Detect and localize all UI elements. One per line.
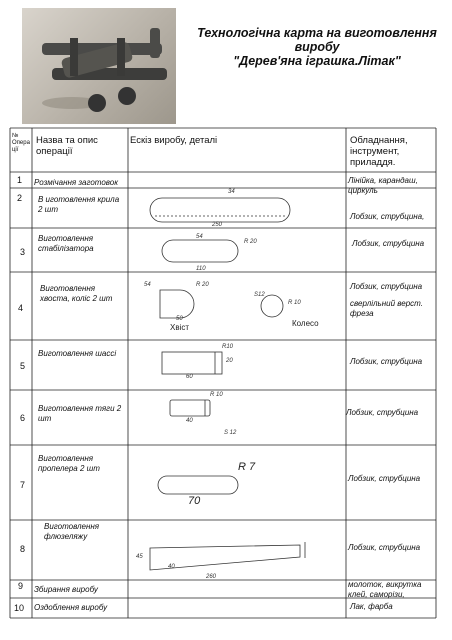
row-2-num: 2 [17, 193, 23, 203]
row-9-num: 9 [18, 581, 24, 591]
row-10-tools: Лак, фарба [350, 602, 393, 611]
stabilizer-sketch [162, 240, 238, 262]
fus-h-label: 45 [136, 554, 143, 560]
row-3-name: Виготовлення стабілізатора [38, 234, 94, 253]
row-8-name: Виготовлення флюзеляжу [44, 522, 100, 541]
row-7-tools: Лобзик, струбцина [348, 474, 421, 483]
row-9-name: Збирання виробу [34, 585, 98, 594]
row-8-num: 8 [20, 544, 26, 554]
title-line-3: "Дерев'яна іграшка.Літак" [233, 54, 401, 68]
tail-r-label: R 20 [196, 282, 209, 288]
stab-r-label: R 20 [244, 239, 257, 245]
row-10-name: Оздоблення виробу [34, 603, 108, 612]
propeller-sketch [158, 476, 238, 494]
tail-w-label: 54 [144, 282, 151, 288]
tail-sketch [160, 290, 194, 318]
row-5-name: Виготовлення шассі [38, 349, 117, 358]
row-7-num: 7 [20, 480, 26, 490]
row-4-num: 4 [18, 303, 24, 313]
wheel-sketch [261, 295, 283, 317]
stab-len-label: 110 [196, 266, 206, 272]
row-10-num: 10 [14, 603, 25, 613]
row-4-tools: Лобзик, струбцина [350, 282, 423, 291]
chassis-len-label: 60 [186, 374, 193, 380]
wing-sketch [150, 198, 290, 222]
row-5-tools: Лобзик, струбцина [350, 357, 423, 366]
wing-len-label: 250 [212, 222, 223, 228]
rod-len-label: 40 [186, 418, 193, 424]
header-name: Назва та опис операції [36, 135, 98, 157]
wheel-s-label: S12 [254, 292, 265, 298]
chassis-h-label: 20 [226, 358, 233, 364]
chassis-sketch [162, 352, 222, 374]
row-3-tools: Лобзик, струбцина [352, 239, 425, 248]
row-2-tools: Лобзик, струбцина, [350, 212, 425, 221]
header-tools: Обладнання, інструмент, приладдя. [350, 135, 408, 168]
tail-name-label: Хвіст [170, 323, 190, 332]
row-4-tools-2: сверлільний верст. фреза [350, 299, 423, 318]
header-sketch: Ескіз виробу, деталі [130, 135, 218, 146]
title-line-2: виробу [294, 40, 340, 54]
row-4-name: Виготовлення хвоста, коліс 2 шт [40, 284, 113, 303]
rod-s-label: S 12 [224, 430, 237, 436]
row-3-num: 3 [20, 247, 26, 257]
row-9-tools: молоток, викрутка клей, саморізи, [348, 580, 422, 599]
title-line-1: Технологічна карта на виготовлення [197, 26, 437, 40]
row-6-name: Виготовлення тяги 2 шт [38, 404, 122, 423]
prop-r-label: R 7 [238, 461, 256, 473]
row-2-name: В иготовлення крила 2 шт [38, 195, 120, 214]
row-6-num: 6 [20, 413, 26, 423]
fus-nose-label: 40 [168, 564, 175, 570]
wheel-d-label: R 10 [288, 300, 301, 306]
chassis-r-label: R10 [222, 344, 234, 350]
wing-r-label: 34 [228, 189, 235, 195]
stab-w-label: 54 [196, 234, 203, 240]
row-5-num: 5 [20, 361, 26, 371]
header-num: № Опера ції [12, 133, 30, 153]
rod-sketch [170, 400, 210, 416]
prop-len-label: 70 [188, 495, 201, 507]
row-7-name: Виготовлення пропелера 2 шт [38, 454, 100, 473]
row-8-tools: Лобзик, струбцина [348, 543, 421, 552]
tail-len-label: 50 [176, 316, 183, 322]
row-1-name: Розмічання заготовок [34, 178, 119, 187]
row-6-tools: Лобзик, струбцина [346, 408, 419, 417]
wheel-name-label: Колесо [292, 319, 319, 328]
row-1-tools: Лінійка, карандаш, циркуль [348, 176, 418, 195]
rod-r-label: R 10 [210, 392, 223, 398]
fus-len-label: 260 [206, 574, 217, 580]
row-1-num: 1 [17, 175, 23, 185]
